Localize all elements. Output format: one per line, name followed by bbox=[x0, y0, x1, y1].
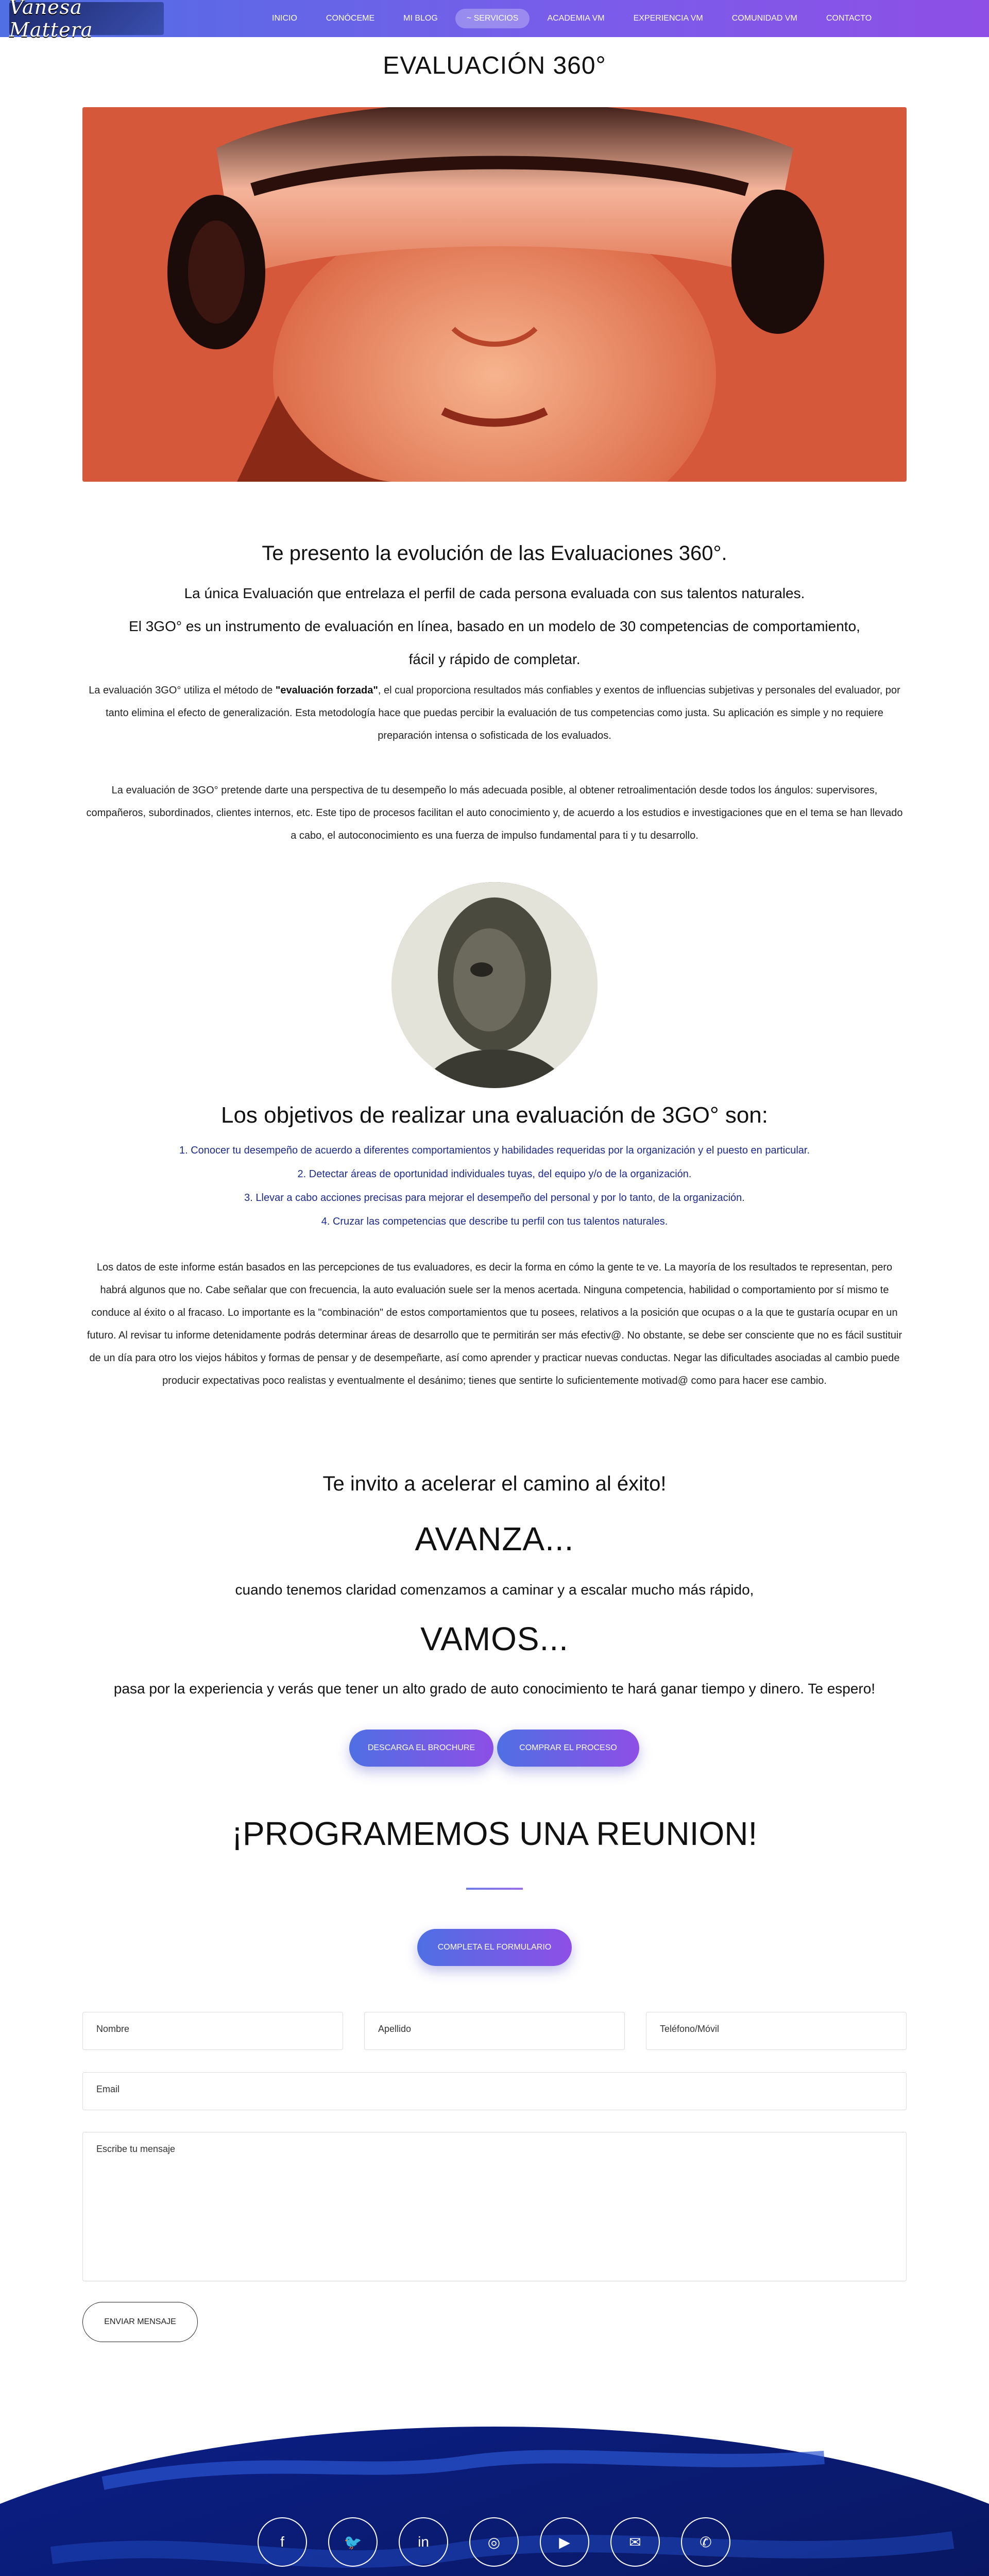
nav-conoceme[interactable]: CONÓCEME bbox=[326, 14, 375, 23]
objective-item: 3. Llevar a cabo acciones precisas para mejorar el desempeño del personal y por lo tanto, de la organización. bbox=[244, 1192, 745, 1204]
intro-paragraph-1 bbox=[82, 679, 907, 747]
dropdown-marker: ~ bbox=[466, 14, 472, 23]
brand-logo-text: Vanesa Mattera bbox=[9, 0, 93, 41]
report-paragraph: Los datos de este informe están basados en las percepciones de tus evaluadores, es decir la forma en cómo la gente te ve. La mayoría de los resultados te representan, pero habrá algunos que no. Cabe señalar que con frecuencia, la auto evaluación suele ser la menos acertada. Ninguna competencia, habilidad o comportamiento por sí mismo te conduce al éxito o al fracaso. Lo importante es la "combinación" de estos comportamientos que tu posees, relativos a la posición que ocupas o a la que te gustaría ocupar en un futuro. Al revisar tu informe detenidamente podrás determinar áreas de desarrollo que te permitirán ser más efectiv@. No obstante, se debe ser consciente que no es fácil sustituir de un día para otro los viejos hábitos y formas de pensar y de desempeñarte, así como aprender y practicar nuevas conductas. Negar las dificultades asociadas al cambio puede producir expectativas poco realistas y eventualmente el desánimo; tienes que sentirte lo suficientemente motivad@ como para hacer ese cambio. bbox=[87, 1262, 902, 1386]
email-icon[interactable]: ✉ bbox=[610, 2517, 660, 2567]
vamos-subtext: pasa por la experiencia y verás que tener un alto grado de auto conocimiento te hará ganar tiempo y dinero. Te espero! bbox=[113, 1681, 876, 1697]
facebook-icon[interactable]: f bbox=[258, 2517, 307, 2567]
page-title: EVALUACIÓN 360° bbox=[383, 52, 606, 79]
brand-logo[interactable] bbox=[9, 0, 164, 41]
complete-form-button[interactable]: COMPLETA EL FORMULARIO bbox=[417, 1929, 572, 1966]
nav-inicio[interactable]: INICIO bbox=[272, 14, 297, 23]
objective-item: 2. Detectar áreas de oportunidad individuales tuyas, del equipo y/o de la organización. bbox=[297, 1168, 692, 1180]
meeting-title: ¡PROGRAMEMOS UNA REUNION! bbox=[231, 1815, 758, 1852]
buy-process-button[interactable]: COMPRAR EL PROCESO bbox=[497, 1730, 639, 1767]
avanza-subtext: cuando tenemos claridad comenzamos a caminar y a escalar mucho más rápido, bbox=[235, 1582, 754, 1598]
nav-servicios[interactable] bbox=[455, 9, 530, 28]
lastname-field[interactable]: Apellido bbox=[364, 2012, 625, 2050]
nav-mi-blog[interactable]: MI BLOG bbox=[403, 14, 438, 23]
youtube-icon[interactable]: ▶ bbox=[540, 2517, 589, 2567]
main-menu bbox=[258, 0, 886, 37]
nav-contacto[interactable]: CONTACTO bbox=[826, 14, 872, 23]
objective-item: 4. Cruzar las competencias que describe tu perfil con tus talentos naturales. bbox=[321, 1216, 668, 1227]
invite-heading: Te invito a acelerar el camino al éxito! bbox=[322, 1472, 667, 1495]
intro-lead-1: La única Evaluación que entrelaza el perfil de cada persona evaluada con sus talentos naturales. bbox=[184, 585, 805, 601]
objectives-list bbox=[82, 1139, 907, 1233]
instagram-icon[interactable]: ◎ bbox=[469, 2517, 519, 2567]
portrait-image bbox=[391, 882, 598, 1088]
vr-headset-illustration bbox=[82, 107, 907, 482]
top-navigation bbox=[0, 0, 989, 41]
download-brochure-button[interactable]: DESCARGA EL BROCHURE bbox=[349, 1730, 493, 1767]
nav-comunidad-vm[interactable]: COMUNIDAD VM bbox=[731, 14, 797, 23]
intro-p1-post: , el cual proporciona resultados más confiables y exentos de influencias subjetivas y personales del evaluador, por tanto elimina el efecto de generalización. Esta metodología hace que puedas percibir la evaluación de tus competencias como justa. Su aplicación es simple y no requiere preparación intensa o sofisticada de los evaluados. bbox=[106, 685, 900, 741]
email-field[interactable]: Email bbox=[82, 2072, 907, 2110]
avanza-heading: AVANZA... bbox=[415, 1520, 574, 1557]
send-message-button[interactable]: ENVIAR MENSAJE bbox=[82, 2302, 198, 2342]
linkedin-icon[interactable]: in bbox=[399, 2517, 448, 2567]
intro-p1-bold: "evaluación forzada" bbox=[275, 685, 378, 696]
whatsapp-icon[interactable]: ✆ bbox=[681, 2517, 730, 2567]
nav-academia-vm[interactable]: ACADEMIA VM bbox=[547, 14, 605, 23]
message-textarea[interactable]: Escribe tu mensaje bbox=[82, 2132, 907, 2281]
twitter-icon[interactable]: 🐦 bbox=[328, 2517, 378, 2567]
blurred-portrait-illustration bbox=[391, 882, 598, 1088]
objectives-title: Los objetivos de realizar una evaluación de 3GO° son: bbox=[220, 1103, 768, 1128]
nav-servicios-label: SERVICIOS bbox=[473, 14, 519, 23]
phone-field[interactable]: Teléfono/Móvil bbox=[646, 2012, 907, 2050]
intro-heading: Te presento la evolución de las Evaluaciones 360°. bbox=[262, 542, 727, 565]
intro-section bbox=[82, 542, 907, 565]
nav-experiencia-vm[interactable]: EXPERIENCIA VM bbox=[633, 14, 703, 23]
intro-p1-pre: La evaluación 3GO° utiliza el método de bbox=[89, 685, 276, 696]
hero-image-vr-headset bbox=[82, 107, 907, 482]
intro-paragraph-2: La evaluación de 3GO° pretende darte una perspectiva de tu desempeño lo más adecuada posible, al obtener retroalimentación desde todos los ángulos: supervisores, compañeros, subordinados, clientes internos, etc. Este tipo de procesos facilitan el auto conocimiento y, de acuerdo a los estudios e investigaciones que en el tema se han llevado a cabo, el autoconocimiento es una fuerza de impulso fundamental para ti y tu desarrollo. bbox=[86, 785, 903, 841]
name-field[interactable]: Nombre bbox=[82, 2012, 343, 2050]
intro-lead-2a: El 3GO° es un instrumento de evaluación en línea, basado en un modelo de 30 competencias de comportamiento, bbox=[129, 618, 860, 634]
vamos-heading: VAMOS... bbox=[420, 1620, 569, 1657]
section-divider bbox=[466, 1888, 523, 1890]
intro-lead-2b: fácil y rápido de completar. bbox=[408, 651, 581, 667]
objective-item: 1. Conocer tu desempeño de acuerdo a diferentes comportamientos y habilidades requeridas por la organización y el puesto en particular. bbox=[179, 1145, 810, 1156]
